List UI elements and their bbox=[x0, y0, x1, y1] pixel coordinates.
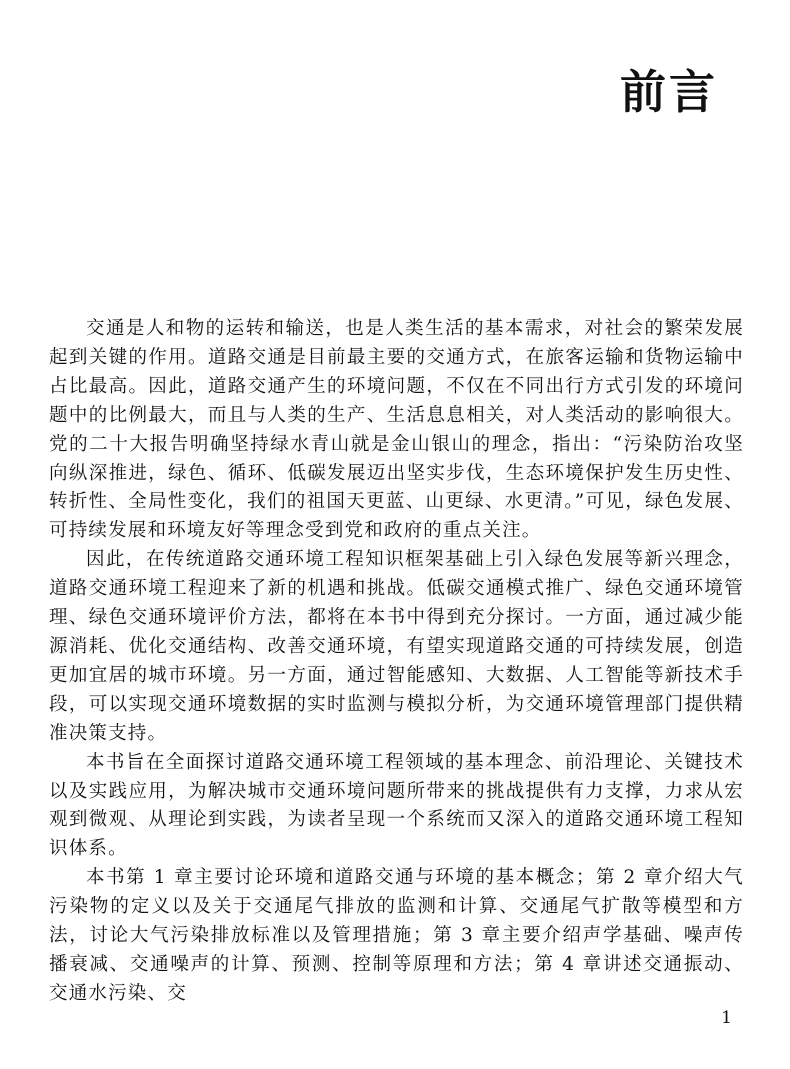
paragraph: 因此，在传统道路交通环境工程知识框架基础上引入绿色发展等新兴理念，道路交通环境工程迎来了新的机遇和挑战。低碳交通模式推广、绿色交通环境管理、绿色交通环境评价方法，都将在本书中得到充分探讨。一方面，通过减少能源消耗、优化交通结构、改善交通环境，有望实现道路交通的可持续发展，创造更加宜居的城市环境。另一方面，通过智能感知、大数据、人工智能等新技术手段，可以实现交通环境数据的实时监测与模拟分析，为交通环境管理部门提供精准决策支持。 bbox=[49, 549, 744, 744]
page-number: 1 bbox=[721, 1008, 732, 1028]
paragraph: 本书旨在全面探讨道路交通环境工程领域的基本理念、前沿理论、关键技术以及实践应用，为解决城市交通环境问题所带来的挑战提供有力支撑，力求从宏观到微观、从理论到实践，为读者呈现一个系统而又深入的道路交通环境工程知识体系。 bbox=[49, 751, 744, 860]
paragraph: 交通是人和物的运转和输送，也是人类生活的基本需求，对社会的繁荣发展起到关键的作用。道路交通是目前最主要的交通方式，在旅客运输和货物运输中占比最高。因此，道路交通产生的环境问题，不仅在不同出行方式引发的环境问题中的比例最大，而且与人类的生产、生活息息相关，对人类活动的影响很大。党的二十大报告明确坚持绿水青山就是金山银山的理念，指出：“污染防治攻坚向纵深推进，绿色、循环、低碳发展迈出坚实步伐，生态环境保护发生历史性、转折性、全局性变化，我们的祖国天更蓝、山更绿、水更清。”可见，绿色发展、可持续发展和环境友好等理念受到党和政府的重点关注。 bbox=[49, 318, 744, 542]
paragraph: 本书第 1 章主要讨论环境和道路交通与环境的基本概念；第 2 章介绍大气污染物的定义以及关于交通尾气排放的监测和计算、交通尾气扩散等模型和方法，讨论大气污染排放标准以及管理措施；第 3 章主要介绍声学基础、噪声传播衰减、交通噪声的计算、预测、控制等原理和方法；第 4 章讲述交通振动、交通水污染、交 bbox=[49, 867, 745, 1004]
page-title: 前言 bbox=[620, 65, 718, 119]
preface-body bbox=[49, 315, 744, 1009]
